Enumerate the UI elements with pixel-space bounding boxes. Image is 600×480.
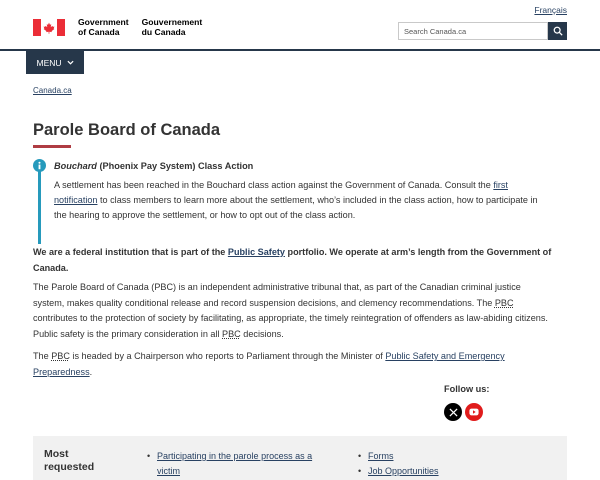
list-item xyxy=(358,449,498,464)
most-requested-section xyxy=(33,436,567,480)
search-icon xyxy=(553,26,563,36)
first-notification-link[interactable]: first notification xyxy=(54,180,508,205)
breadcrumb-canada-link[interactable]: Canada.ca xyxy=(33,86,72,95)
brand-english: Government of Canada xyxy=(78,17,129,37)
list-item xyxy=(358,464,498,479)
x-icon[interactable] xyxy=(444,403,462,421)
canada-flag-icon xyxy=(33,19,65,36)
alert-heading: Bouchard (Phoenix Pay System) Class Action xyxy=(54,161,254,171)
forms-link[interactable]: Forms xyxy=(368,451,394,461)
pbc-abbr: PBC xyxy=(494,297,514,308)
most-requested-column-2 xyxy=(358,449,498,479)
most-requested-column-1 xyxy=(147,449,327,479)
page-title: Parole Board of Canada xyxy=(33,121,221,139)
list-item xyxy=(147,449,327,479)
brand-french: Gouvernement du Canada xyxy=(141,17,203,37)
menu-label: MENU xyxy=(36,57,62,68)
job-opportunities-link[interactable]: Job Opportunities xyxy=(368,466,439,476)
victim-participation-link[interactable]: Participating in the parole process as a victim xyxy=(157,451,313,476)
chevron-down-icon xyxy=(67,60,74,65)
social-links xyxy=(444,403,483,421)
youtube-icon[interactable] xyxy=(465,403,483,421)
intro-paragraph: We are a federal institution that is part of the Public Safety portfolio. We operate at arm’s length from the Government of Canada. xyxy=(33,247,552,273)
search-form xyxy=(398,22,567,40)
menu-button[interactable] xyxy=(26,51,84,74)
info-icon xyxy=(33,159,46,172)
mandate-paragraph: The Parole Board of Canada (PBC) is an independent administrative tribunal that, as part of the Canadian criminal justice system, makes quality conditional release and record suspension decisions, and clemency recommendations. The PBC contributes to the protection of society by facilitating, as appropriate, the timely reintegration of offenders as law-abiding citizens. Public safety is the primary consideration in all PBC decisions. xyxy=(33,282,548,339)
alert-body: A settlement has been reached in the Bouchard class action against the Government of Canada. Consult the first notification to class members to learn more about the settlement, who’s included in the class action, how to participate in the hearing to approve the settlement, or how to opt out of the class action. xyxy=(54,180,538,220)
public-safety-link[interactable]: Public Safety xyxy=(227,247,285,257)
most-requested-title: Most requested xyxy=(44,448,95,473)
search-input[interactable] xyxy=(398,22,548,40)
public-safety-emergency-link[interactable]: Public Safety and Emergency Preparedness xyxy=(33,351,505,377)
breadcrumb xyxy=(33,86,72,95)
title-underline xyxy=(33,145,71,148)
header-divider xyxy=(0,49,600,51)
alert-border xyxy=(38,167,41,244)
search-button[interactable] xyxy=(548,22,567,40)
follow-us-label: Follow us: xyxy=(444,384,490,394)
chairperson-paragraph: The PBC is headed by a Chairperson who reports to Parliament through the Minister of Public Safety and Emergency Preparedness. xyxy=(33,351,505,377)
language-toggle-link[interactable]: Français xyxy=(534,5,567,15)
pbc-abbr: PBC xyxy=(51,351,70,361)
pbc-abbr: PBC xyxy=(222,328,241,339)
goc-signature[interactable] xyxy=(33,18,215,37)
